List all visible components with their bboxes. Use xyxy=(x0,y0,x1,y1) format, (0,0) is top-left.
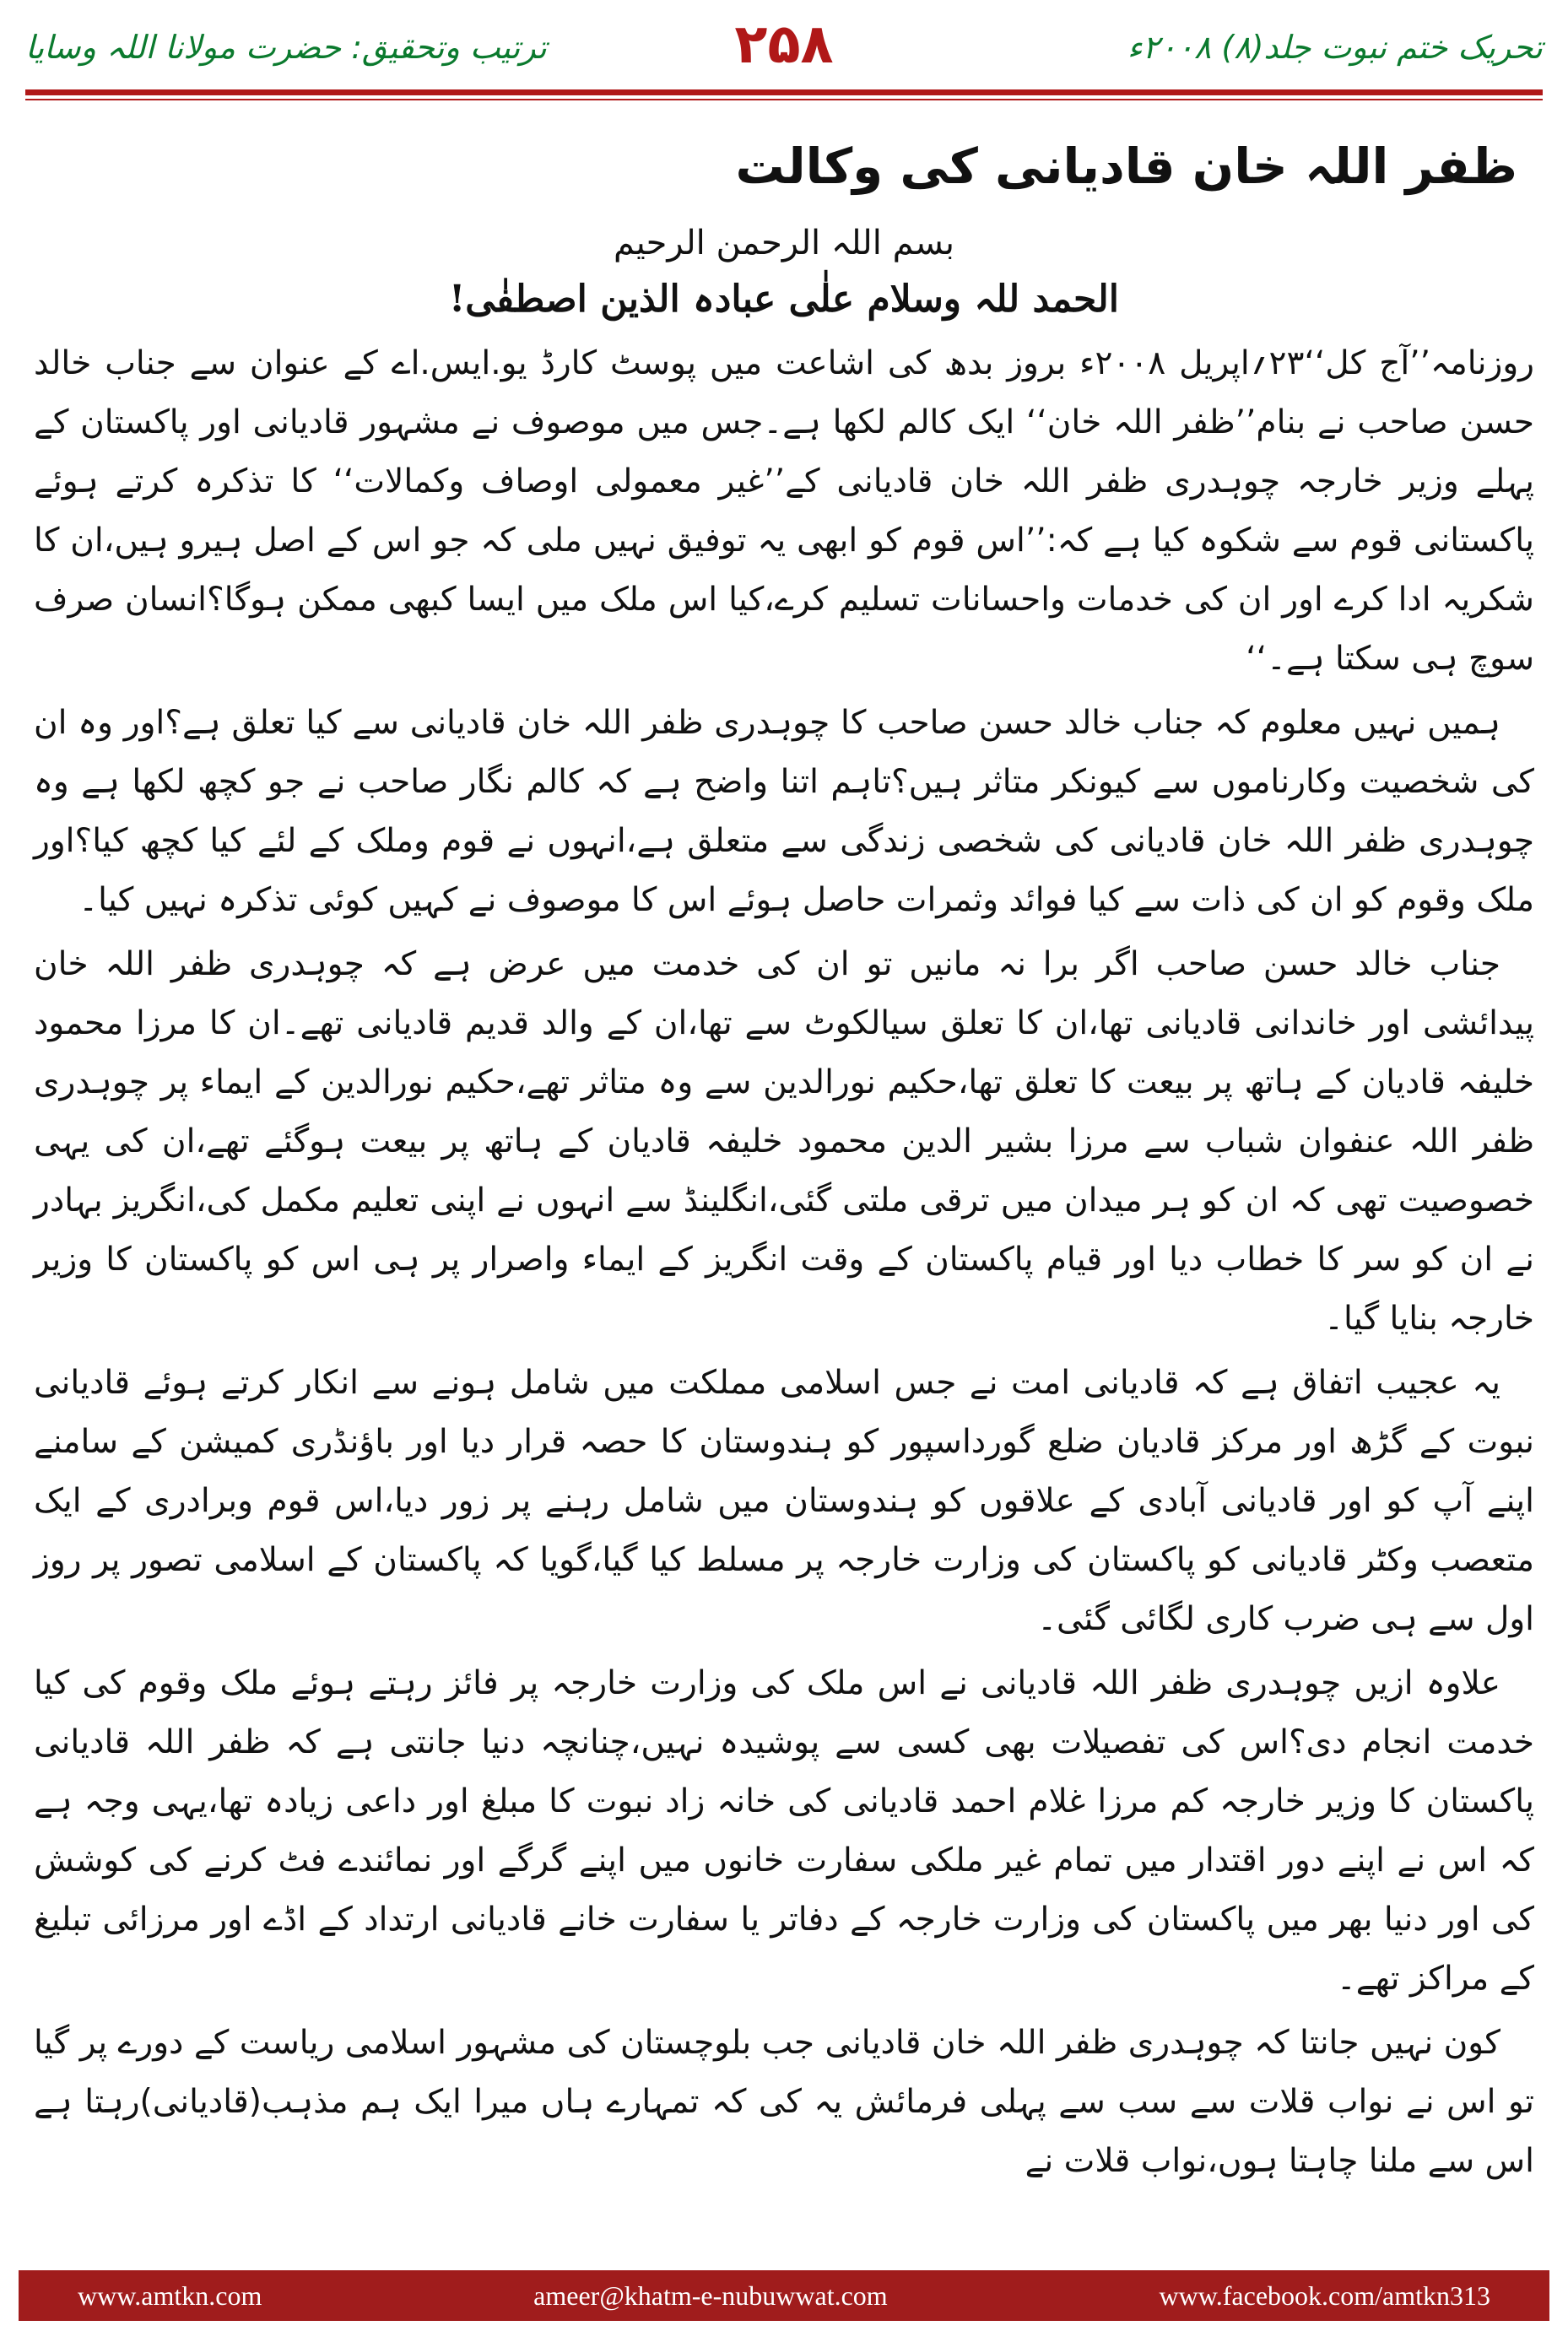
book-title: تحریک ختم نبوت جلد(۸) ۲۰۰۸ء xyxy=(1127,29,1543,66)
page-footer xyxy=(19,2270,1549,2321)
paragraph: جناب خالد حسن صاحب اگر برا نہ مانیں تو ان کی خدمت میں عرض ہے کہ چوہدری ظفر اللہ خان پیدائشی اور خاندانی قادیانی تھا،ان کا تعلق سیالکوٹ سے تھا،ان کے والد قدیم قادیانی تھے۔ان کا مرزا محمود خلیفہ قادیان کے ہاتھ پر بیعت کا تعلق تھا،حکیم نورالدین سے وہ متاثر تھے،حکیم نورالدین کے ایماء پر چوہدری ظفر اللہ عنفوان شباب سے مرزا بشیر الدین محمود خلیفہ قادیان کے ہاتھ پر بیعت ہوگئے تھے،ان کی یہی خصوصیت تھی کہ ان کو ہر میدان میں ترقی ملتی گئی،انگلینڈ سے انہوں نے اپنی تعلیم مکمل کی،انگریز بہادر نے ان کو سر کا خطاب دیا اور قیام پاکستان کے وقت انگریز کے ایماء واصرار پر ہی اس کو پاکستان کا وزیر خارجہ بنایا گیا۔ xyxy=(34,945,1534,1339)
paragraph: یہ عجیب اتفاق ہے کہ قادیانی امت نے جس اسلامی مملکت میں شامل ہونے سے انکار کرتے ہوئے قادیانی نبوت کے گڑھ اور مرکز قادیان ضلع گورداسپور کو ہندوستان کا حصہ قرار دیا اور باؤنڈری کمیشن کے سامنے اپنے آپ کو اور قادیانی آبادی کے علاقوں کو ہندوستان میں شامل رہنے پر زور دیا،اس قوم وبرادری کے ایک متعصب وکٹر قادیانی کو پاکستان کی وزارت خارجہ پر مسلط کیا گیا،گویا کہ پاکستان کے اسلامی تصور پر روز اول سے ہی ضرب کاری لگائی گئی۔ xyxy=(34,1364,1534,1639)
paragraph: ہمیں نہیں معلوم کہ جناب خالد حسن صاحب کا چوہدری ظفر اللہ خان قادیانی سے کیا تعلق ہے؟اور وہ ان کی شخصیت وکارناموں سے کیونکر متاثر ہیں؟تاہم اتنا واضح ہے کہ کالم نگار صاحب نے جو کچھ لکھا ہے وہ چوہدری ظفر اللہ خان قادیانی کی شخصی زندگی سے متعلق ہے،انہوں نے قوم وملک کے لئے کیا کچھ کیا؟اور ملک وقوم کو ان کی ذات سے کیا فوائد وثمرات حاصل ہوئے اس کا موصوف نے کہیں کوئی تذکرہ نہیں کیا۔ xyxy=(34,704,1534,920)
website-link[interactable]: www.amtkn.com xyxy=(78,2280,262,2311)
paragraph: علاوہ ازیں چوہدری ظفر اللہ قادیانی نے اس ملک کی وزارت خارجہ پر فائز رہتے ہوئے ملک وقوم کی کیا خدمت انجام دی؟اس کی تفصیلات بھی کسی سے پوشیدہ نہیں،چنانچہ دنیا جانتی ہے کہ ظفر اللہ قادیانی پاکستان کا وزیر خارجہ کم مرزا غلام احمد قادیانی کی خانہ زاد نبوت کا مبلغ اور داعی زیادہ تھا،یہی وجہ ہے کہ اس نے اپنے دور اقتدار میں تمام غیر ملکی سفارت خانوں میں اپنے گرگے اور نمائندے فٹ کرنے کی کوشش کی اور دنیا بھر میں پاکستان کی وزارت خارجہ کے دفاتر یا سفارت خانے قادیانی ارتداد کے اڈے اور مرزائی تبلیغ کے مراکز تھے۔ xyxy=(34,1664,1534,1999)
page-number: ۲۵۸ xyxy=(734,14,834,76)
email-link[interactable]: ameer@khatm-e-nubuwwat.com xyxy=(533,2280,888,2311)
header-divider xyxy=(25,89,1543,95)
bismillah: بسم اللہ الرحمن الرحیم xyxy=(613,224,955,263)
facebook-link[interactable]: www.facebook.com/amtkn313 xyxy=(1159,2280,1490,2311)
hamd-line: الحمد للہ وسلام علٰی عبادہ الذین اصطفٰی! xyxy=(448,278,1120,322)
compiler-credit: ترتیب وتحقیق: حضرت مولانا اللہ وسایا xyxy=(25,29,547,66)
header-divider-thin xyxy=(25,99,1543,100)
page-header xyxy=(17,12,1551,113)
article-body xyxy=(34,127,1534,2196)
article-title: ظفر اللہ خان قادیانی کی وکالت xyxy=(735,138,1517,195)
paragraph: روزنامہ’’آج کل‘‘۲۳؍اپریل ۲۰۰۸ء بروز بدھ کی اشاعت میں پوسٹ کارڈ یو.ایس.اے کے عنوان سے جناب خالد حسن صاحب نے بنام’’ظفر اللہ خان‘‘ ایک کالم لکھا ہے۔جس میں موصوف نے مشہور قادیانی اور پاکستان کے پہلے وزیر خارجہ چوہدری ظفر اللہ خان قادیانی کے’’غیر معمولی اوصاف وکمالات‘‘ کا تذکرہ کرتے ہوئے پاکستانی قوم سے شکوہ کیا ہے کہ:’’اس قوم کو ابھی یہ توفیق نہیں ملی کہ جو اس کے اصل ہیرو ہیں،ان کا شکریہ ادا کرے اور ان کی خدمات واحسانات تسلیم کرے،کیا اس ملک میں ایسا کبھی ممکن ہوگا؟انسان صرف سوچ ہی سکتا ہے۔‘‘ xyxy=(34,344,1534,679)
paragraph: کون نہیں جانتا کہ چوہدری ظفر اللہ خان قادیانی جب بلوچستان کی مشہور اسلامی ریاست کے دورے پر گیا تو اس نے نواب قلات سے سب سے پہلی فرمائش یہ کی کہ تمہارے ہاں میرا ایک ہم مذہب(قادیانی)رہتا ہے اس سے ملنا چاہتا ہوں،نواب قلات نے xyxy=(34,2024,1534,2181)
